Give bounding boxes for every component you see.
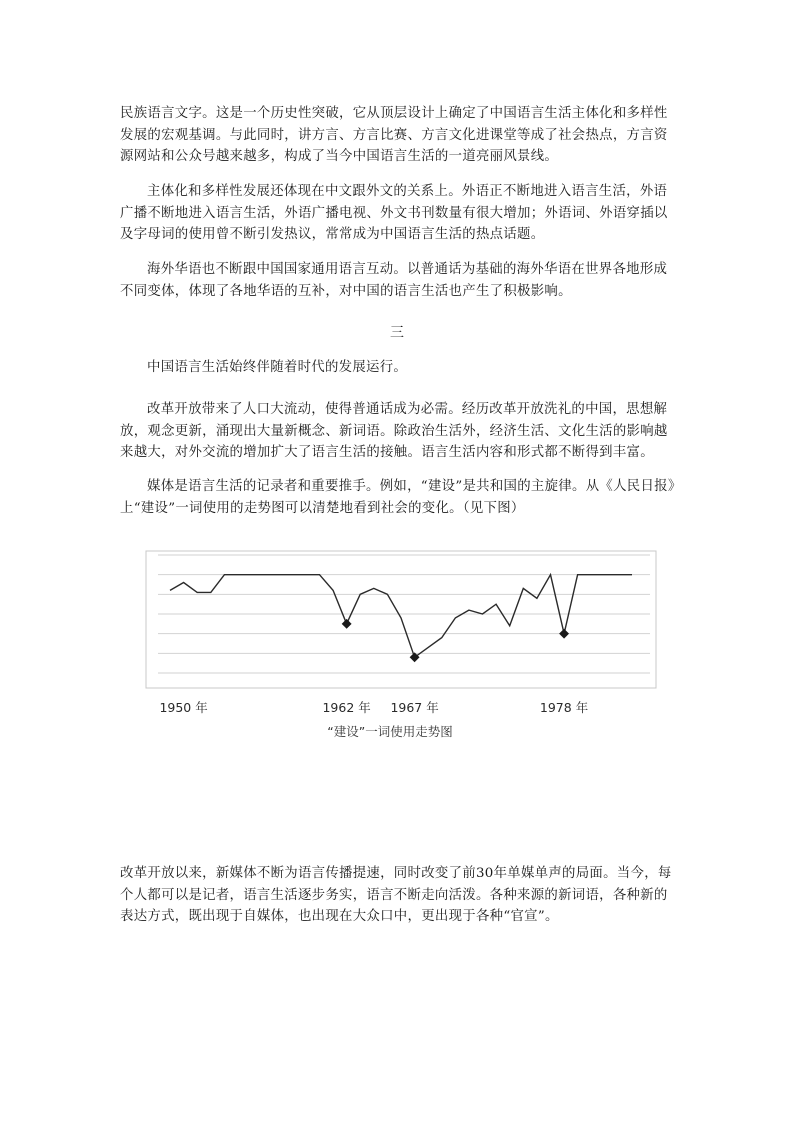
paragraph-1: 民族语言文字。这是一个历史性突破，它从顶层设计上确定了中国语言生活主体化和多样性发展的宏观基调。与此同时，讲方言、方言比赛、方言文化进课堂等成了社会热点，方言资源网站和公众号越来越多，构成了当今中国语言生活的一道亮丽风景线。: [120, 106, 668, 164]
chart-figure: [120, 545, 680, 745]
paragraph-2: 主体化和多样性发展还体现在中文跟外文的关系上。外语正不断地进入语言生活，外语广播不断地进入语言生活，外语广播电视、外文书刊数量有很大增加；外语词、外语穿插以及字母词的使用曾不断引发热议，常常成为中国语言生活的热点话题。: [120, 184, 668, 242]
gridlines: [158, 555, 650, 673]
data-point-marker: [559, 629, 569, 639]
x-tick-label: 1950 年: [159, 700, 208, 715]
x-tick-label: 1962 年: [322, 700, 371, 715]
paragraph-7: 改革开放以来，新媒体不断为语言传播提速，同时改变了前30年单媒单声的局面。当今，每个人都可以是记者，语言生活逐步务实，语言不断走向活泼。各种来源的新词语，各种新的表达方式，既出现于自媒体，也出现在大众口中，更出现于各种“官宣”。: [120, 866, 672, 924]
highlight-markers: [342, 619, 569, 662]
chart-caption: “建设”一词使用走势图: [327, 724, 453, 739]
jianshe-trend-chart: [120, 545, 680, 745]
year-labels: [159, 700, 588, 715]
paragraph-5: 改革开放带来了人口大流动，使得普通话成为必需。经历改革开放洗礼的中国，思想解放，观念更新，涌现出大量新概念、新词语。除政治生活外，经济生活、文化生活的影响越来越大，对外交流的增加扩大了语言生活的接触。语言生活内容和形式都不断得到丰富。: [120, 402, 668, 460]
paragraph-4: 中国语言生活始终伴随着时代的发展运行。: [147, 360, 408, 375]
trend-line: [170, 575, 632, 658]
paragraph-6: 媒体是语言生活的记录者和重要推手。例如，“建设”是共和国的主旋律。从《人民日报》上“建设”一词使用的走势图可以清楚地看到社会的变化。（见下图）: [120, 479, 675, 516]
x-tick-label: 1967 年: [390, 700, 439, 715]
data-point-marker: [342, 619, 352, 629]
paragraph-3: 海外华语也不断跟中国国家通用语言互动。以普通话为基础的海外华语在世界各地形成不同变体，体现了各地华语的互补，对中国的语言生活也产生了积极影响。: [120, 262, 668, 299]
x-tick-label: 1978 年: [539, 700, 589, 715]
section-heading: 三: [390, 325, 404, 341]
